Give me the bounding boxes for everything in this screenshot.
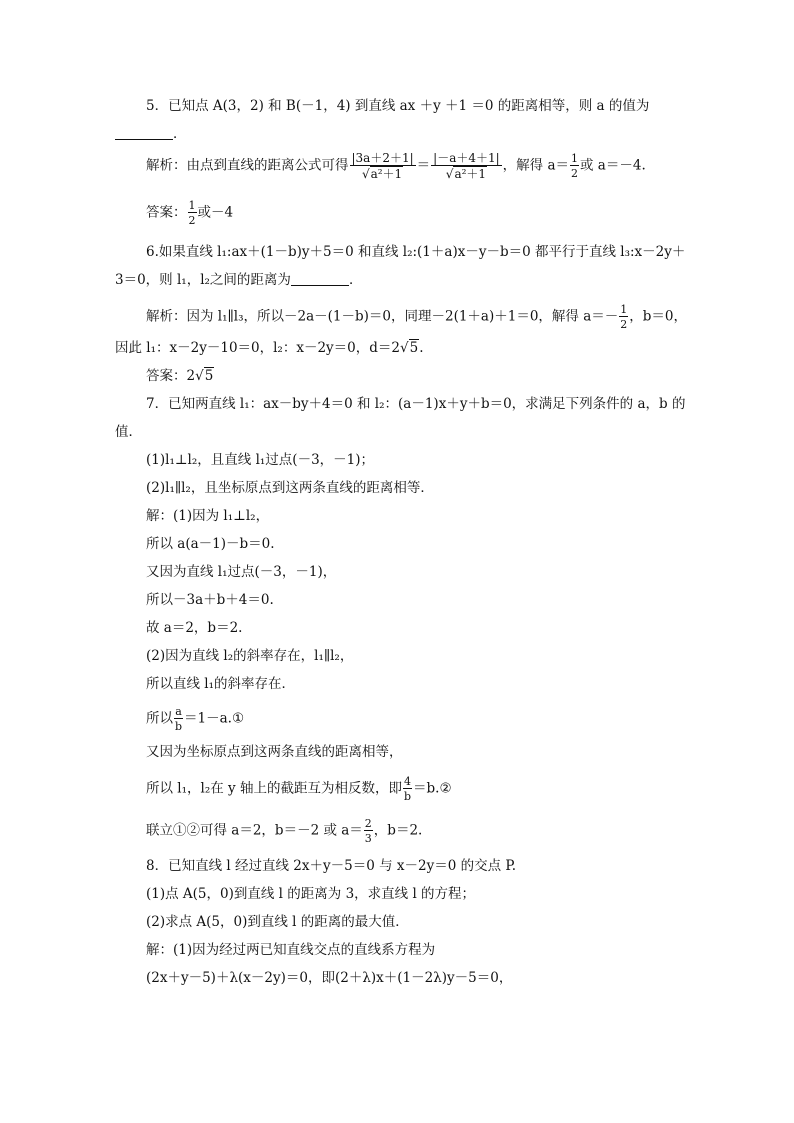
q6-answer-label: 答案：2 bbox=[146, 368, 196, 384]
q6-answer: 答案：2√5 bbox=[146, 368, 214, 384]
q6-end: ． bbox=[348, 272, 363, 288]
q7-solution-2 bbox=[146, 534, 275, 554]
q6-stem1: 6.如果直线 l₁:ax＋(1－b)y＋5＝0 和直线 l₂:(1＋a)x－y－b＝0 都平行于直线 l₃:x－2y＋ bbox=[146, 244, 686, 260]
q5-answer-frac bbox=[188, 200, 197, 226]
q8-condition-1 bbox=[146, 884, 475, 904]
q5-eq: ＝ bbox=[416, 157, 431, 174]
q7-s10-den: b bbox=[403, 790, 412, 803]
q7-stem1: 7．已知两直线 l₁：ax－by＋4＝0 和 l₂：(a－1)x＋y＋b＝0，求满足下列条件的 a，b 的 bbox=[146, 396, 686, 412]
q7-solution-9 bbox=[146, 742, 403, 762]
q5-fraction-2 bbox=[431, 152, 502, 180]
q6-answer-sqrt: 5 bbox=[204, 368, 214, 384]
q5-f2-num: |－a＋4＋1| bbox=[433, 151, 500, 165]
q8-stem-text: 8．已知直线 l 经过直线 2x＋y－5＝0 与 x－2y＝0 的交点 P. bbox=[146, 858, 517, 874]
q7-s2: 所以 a(a－1)－b＝0. bbox=[146, 536, 275, 552]
q8-s2: (2x＋y－5)＋λ(x－2y)＝0，即(2＋λ)x＋(1－2λ)y－5＝0， bbox=[146, 970, 513, 986]
q5-answer-label: 答案： bbox=[146, 204, 187, 221]
q7-c2: (2)l₁∥l₂，且坐标原点到这两条直线的距离相等． bbox=[146, 480, 434, 496]
q5-half-den: 2 bbox=[571, 167, 579, 180]
q7-c1: (1)l₁⊥l₂，且直线 l₁过点(－3，－1)； bbox=[146, 452, 375, 468]
q7-solution-10 bbox=[146, 776, 452, 802]
q6-analysis1-tail: ，b＝0， bbox=[629, 308, 687, 325]
q5-blank-line bbox=[115, 124, 187, 144]
q6-analysis-line1 bbox=[146, 304, 687, 330]
q6-analysis2-tail: . bbox=[419, 340, 424, 356]
q7-s7: 所以直线 l₁的斜率存在． bbox=[146, 676, 296, 692]
q5-f2-den: a²＋1 bbox=[454, 167, 487, 181]
q7-s8-prefix: 所以 bbox=[146, 710, 173, 727]
q5-answer-num: 1 bbox=[188, 199, 196, 212]
q7-stem-line2 bbox=[115, 422, 142, 442]
q6-sqrt: 5 bbox=[409, 340, 419, 356]
q7-s11-prefix: 联立①②可得 a＝2，b＝－2 或 a＝ bbox=[146, 822, 363, 839]
q5-f1-den: a²＋1 bbox=[370, 167, 403, 181]
q7-s9: 又因为坐标原点到这两条直线的距离相等， bbox=[146, 744, 403, 760]
q6-frac bbox=[619, 304, 628, 330]
q6-analysis-line2: 因此 l₁：x－2y－10＝0，l₂：x－2y＝0，d＝2√5. bbox=[115, 340, 424, 356]
q7-s3: 又因为直线 l₁过点(－3，－1)， bbox=[146, 564, 337, 580]
q7-s11-num: 2 bbox=[364, 817, 372, 830]
q5-answer-blank bbox=[115, 125, 173, 140]
q7-stem-line1 bbox=[146, 394, 685, 414]
q7-s10-prefix: 所以 l₁，l₂在 y 轴上的截距互为相反数，即 bbox=[146, 780, 402, 797]
q5-analysis bbox=[146, 152, 646, 180]
q5-stem-line bbox=[146, 96, 649, 116]
q7-solution-11 bbox=[146, 818, 422, 844]
q5-or: 或 a＝－4. bbox=[580, 157, 646, 174]
q5-half bbox=[570, 153, 579, 179]
q6-stem-line2 bbox=[115, 270, 362, 290]
q7-solution-4 bbox=[146, 590, 274, 610]
q7-s10-num: 4 bbox=[403, 775, 411, 788]
q7-solution-5 bbox=[146, 618, 242, 638]
q7-s10-tail: ＝b.② bbox=[413, 780, 452, 797]
q5-solve: ，解得 a＝ bbox=[502, 157, 570, 174]
q7-s6: (2)因为直线 l₂的斜率存在，l₁∥l₂， bbox=[146, 648, 354, 664]
q8-solution-2 bbox=[146, 968, 512, 988]
q5-f2-den-wrap: √a²＋1 bbox=[445, 167, 487, 181]
q5-f1-den-wrap: √a²＋1 bbox=[361, 167, 403, 181]
q6-analysis2: 因此 l₁：x－2y－10＝0，l₂：x－2y＝0，d＝2 bbox=[115, 340, 400, 356]
q7-s10-frac bbox=[403, 776, 412, 802]
q7-s8-num: a bbox=[175, 705, 182, 718]
q6-stem2: 3＝0，则 l₁，l₂之间的距离为 bbox=[115, 272, 291, 288]
q5-fraction-1 bbox=[350, 152, 416, 180]
q8-s1: 解：(1)因为经过两已知直线交点的直线系方程为 bbox=[146, 942, 436, 958]
q7-condition-1 bbox=[146, 450, 374, 470]
q6-frac-den: 2 bbox=[620, 318, 628, 331]
q7-solution-7 bbox=[146, 674, 295, 694]
q6-answer-blank bbox=[291, 271, 349, 286]
q7-s11-frac bbox=[364, 818, 373, 844]
q5-half-num: 1 bbox=[571, 152, 579, 165]
q8-stem bbox=[146, 856, 516, 876]
q5-end: ． bbox=[173, 126, 187, 142]
q6-stem-line1 bbox=[146, 242, 685, 262]
q7-s11-tail: ，b＝2. bbox=[373, 822, 423, 839]
q7-s5: 故 a＝2，b＝2. bbox=[146, 620, 243, 636]
q7-condition-2 bbox=[146, 478, 434, 498]
q8-c1: (1)点 A(5，0)到直线 l 的距离为 3，求直线 l 的方程； bbox=[146, 886, 476, 902]
q8-c2: (2)求点 A(5，0)到直线 l 的距离的最大值． bbox=[146, 914, 409, 930]
q7-solution-1 bbox=[146, 506, 269, 526]
q8-solution-1 bbox=[146, 940, 435, 960]
q7-solution-8 bbox=[146, 706, 244, 732]
q5-answer-tail: 或－4 bbox=[197, 204, 234, 221]
q7-solution-6 bbox=[146, 646, 353, 666]
q7-s4: 所以－3a＋b＋4＝0. bbox=[146, 592, 274, 608]
q5-analysis-prefix: 解析：由点到直线的距离公式可得 bbox=[146, 157, 349, 174]
q7-s8-frac bbox=[174, 706, 183, 732]
q5-f1-num: |3a＋2＋1| bbox=[351, 151, 414, 165]
q5-answer bbox=[146, 200, 233, 226]
q8-condition-2 bbox=[146, 912, 409, 932]
q7-s8-tail: ＝1－a.① bbox=[184, 710, 245, 727]
q5-answer-den: 2 bbox=[188, 214, 196, 227]
q5-stem: 5．已知点 A(3，2) 和 B(－1，4) 到直线 ax ＋y ＋1 ＝0 的距离相等，则 a 的值为 bbox=[146, 98, 650, 114]
q6-analysis1: 解析：因为 l₁∥l₃，所以－2a－(1－b)＝0，同理－2(1＋a)＋1＝0，解得 a＝－ bbox=[146, 308, 619, 325]
q7-stem2: 值． bbox=[115, 424, 142, 440]
q6-frac-num: 1 bbox=[620, 303, 628, 316]
q7-solution-3 bbox=[146, 562, 336, 582]
q7-s11-den: 3 bbox=[364, 832, 372, 845]
q7-s8-den: b bbox=[175, 720, 183, 733]
q7-s1: 解：(1)因为 l₁⊥l₂， bbox=[146, 508, 270, 524]
